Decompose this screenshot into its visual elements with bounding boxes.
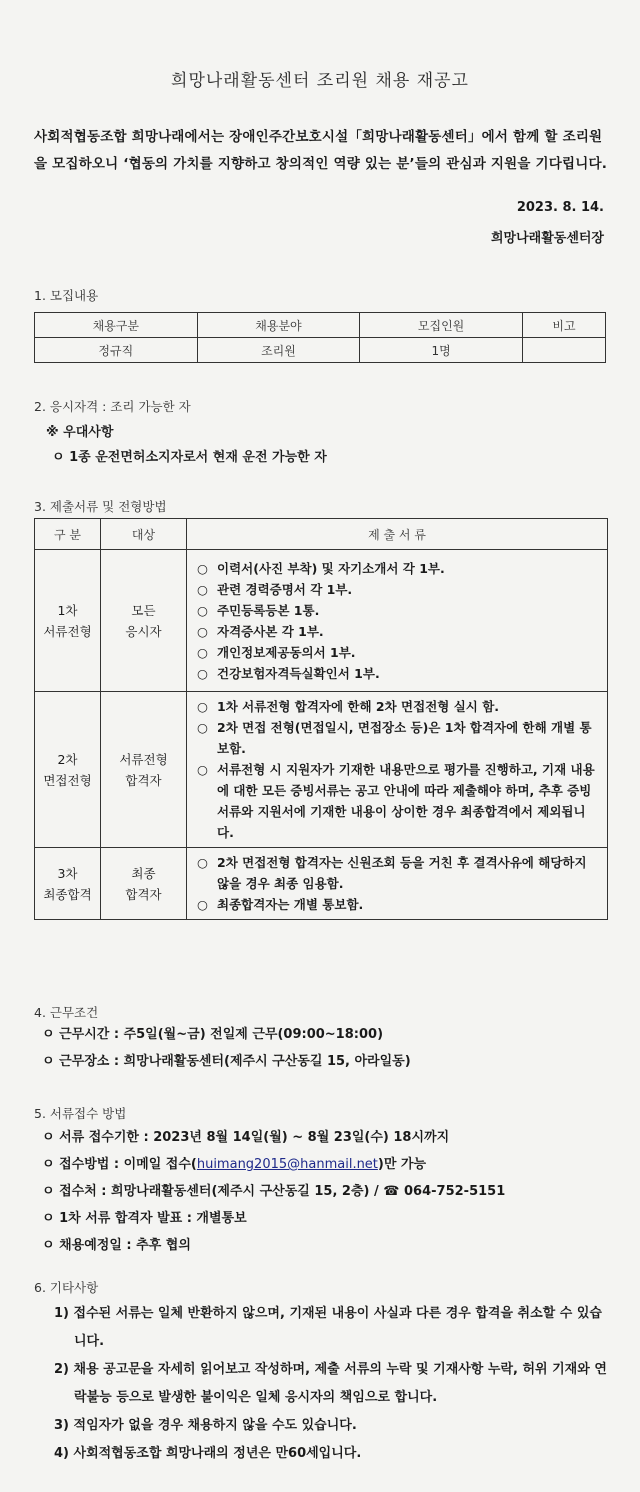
recruit-table xyxy=(34,312,606,363)
documents-cell xyxy=(187,692,608,848)
bullet-icon: ㅇ xyxy=(52,450,65,465)
preference-text: 1종 운전면허소지자로서 현재 운전 가능한 자 xyxy=(69,450,327,465)
header-cell: 제 출 서 류 xyxy=(187,519,608,550)
list-item: 3) 적임자가 없을 경우 채용하지 않을 수도 있습니다. xyxy=(54,1418,357,1433)
table-cell: 정규직 xyxy=(35,338,198,363)
list-item: ○ 자격증사본 각 1부. xyxy=(197,623,324,639)
list-item: ㅇ 근무시간 : 주5일(월~금) 전일제 근무(09:00~18:00) xyxy=(42,1027,384,1042)
list-item: ○ 주민등록등본 1통. xyxy=(197,602,320,618)
documents-cell xyxy=(187,848,608,920)
section-3-heading: 3. 제출서류 및 전형방법 xyxy=(34,499,167,514)
table-cell: 조리원 xyxy=(197,338,360,363)
list-item: ○ 이력서(사진 부착) 및 자기소개서 각 1부. xyxy=(197,560,445,576)
application-info xyxy=(42,1124,614,1259)
section-2-heading: 2. 응시자격 : 조리 가능한 자 xyxy=(34,399,191,414)
preference-item xyxy=(52,446,327,465)
header-cell: 채용분야 xyxy=(197,313,360,338)
target-cell: 최종 합격자 xyxy=(101,848,187,920)
notice-title: 희망나래활동센터 조리원 채용 재공고 xyxy=(171,71,469,91)
work-conditions xyxy=(42,1021,612,1075)
list-item: ○ 서류전형 시 지원자가 기재한 내용만으로 평가를 진행하고, 기재 내용에 대한 모든 증빙서류는 공고 안내에 따라 제출해야 하며, 추후 증빙서류와 지원서에 기재한 내용이 상이한 경우 최종합격에서 제외됩니다. xyxy=(197,762,595,840)
table-row xyxy=(35,848,608,920)
list-item: ㅇ 채용예정일 : 추후 협의 xyxy=(42,1238,191,1253)
section-6-heading: 6. 기타사항 xyxy=(34,1280,99,1295)
table-header-row xyxy=(35,313,606,338)
documents-cell xyxy=(187,550,608,692)
list-item: 1) 접수된 서류는 일체 반환하지 않으며, 기재된 내용이 사실과 다른 경우 합격을 취소할 수 있습니다. xyxy=(54,1306,602,1349)
table-row xyxy=(35,550,608,692)
list-item: 4) 사회적협동조합 희망나래의 정년은 만60세입니다. xyxy=(54,1446,362,1461)
section-4-heading: 4. 근무조건 xyxy=(34,1005,99,1020)
header-cell: 대상 xyxy=(101,519,187,550)
signature: 희망나래활동센터장 xyxy=(490,231,604,246)
email-link[interactable]: huimang2015@hanmail.net xyxy=(196,1157,378,1172)
list-item: ㅇ 근무장소 : 희망나래활동센터(제주시 구산동길 15, 아라일동) xyxy=(42,1054,411,1069)
screening-table xyxy=(34,518,608,920)
other-notes xyxy=(54,1300,614,1468)
section-1-heading: 1. 모집내용 xyxy=(34,288,99,303)
list-item: ○ 2차 면접 전형(면접일시, 면접장소 등)은 1차 합격자에 한해 개별 통보함. xyxy=(197,720,592,756)
preference-label: ※ 우대사항 xyxy=(46,425,114,440)
table-row xyxy=(35,692,608,848)
intro-paragraph: 사회적협동조합 희망나래에서는 장애인주간보호시설「희망나래활동센터」에서 함께 할 조리원을 모집하오니 ‘협동의 가치를 지향하고 창의적인 역량 있는 분’들의 관심과 지원을 기다립니다. xyxy=(34,129,608,172)
notice-date: 2023. 8. 14. xyxy=(516,200,604,215)
table-header-row xyxy=(35,519,608,550)
target-cell: 모든 응시자 xyxy=(101,550,187,692)
list-item: ○ 건강보험자격득실확인서 1부. xyxy=(197,665,380,681)
list-item: ㅇ 접수방법 : 이메일 접수(huimang2015@hanmail.net)만 가능 xyxy=(42,1157,427,1172)
target-cell: 서류전형 합격자 xyxy=(101,692,187,848)
table-row xyxy=(35,338,606,363)
table-cell: 1명 xyxy=(360,338,523,363)
list-item: 2) 채용 공고문을 자세히 읽어보고 작성하며, 제출 서류의 누락 및 기재사항 누락, 허위 기재와 연락불능 등으로 발생한 불이익은 일체 응시자의 책임으로 합니다. xyxy=(54,1362,607,1405)
list-item: ○ 관련 경력증명서 각 1부. xyxy=(197,581,353,597)
list-item: ○ 1차 서류전형 합격자에 한해 2차 면접전형 실시 함. xyxy=(197,699,500,714)
section-5-heading: 5. 서류접수 방법 xyxy=(34,1106,127,1121)
table-cell xyxy=(522,338,605,363)
header-cell: 비고 xyxy=(522,313,605,338)
header-cell: 구 분 xyxy=(35,519,101,550)
list-item: ○ 2차 면접전형 합격자는 신원조회 등을 거친 후 결격사유에 해당하지 않을 경우 최종 임용함. xyxy=(197,855,587,891)
header-cell: 모집인원 xyxy=(360,313,523,338)
list-item: ㅇ 서류 접수기한 : 2023년 8월 14일(월) ~ 8월 23일(수) 18시까지 xyxy=(42,1130,450,1145)
stage-cell: 3차 최종합격 xyxy=(35,848,101,920)
list-item: ○ 최종합격자는 개별 통보함. xyxy=(197,897,364,912)
header-cell: 채용구분 xyxy=(35,313,198,338)
list-item: ○ 개인정보제공동의서 1부. xyxy=(197,644,356,660)
list-item: ㅇ 1차 서류 합격자 발표 : 개별통보 xyxy=(42,1211,247,1226)
stage-cell: 2차 면접전형 xyxy=(35,692,101,848)
stage-cell: 1차 서류전형 xyxy=(35,550,101,692)
list-item: ㅇ 접수처 : 희망나래활동센터(제주시 구산동길 15, 2층) / ☎ 064-752-5151 xyxy=(42,1184,506,1199)
